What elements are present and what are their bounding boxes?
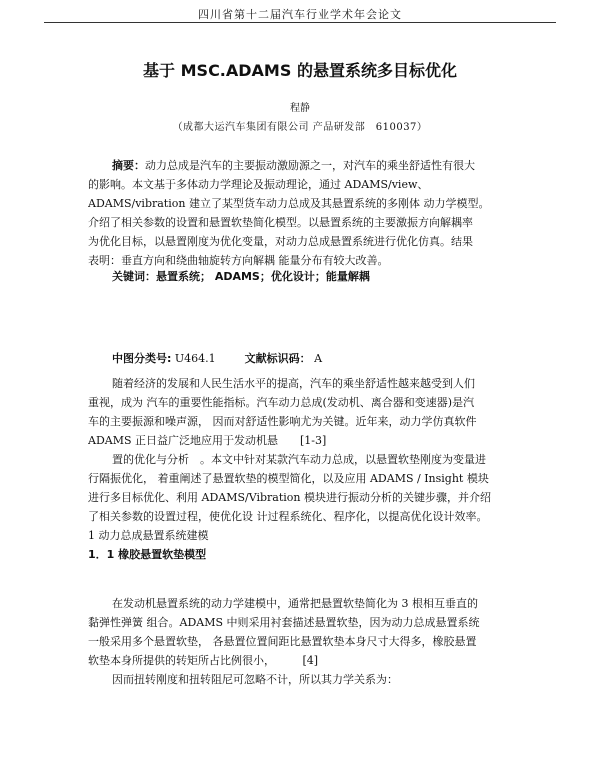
- body-line: ADAMS 正日益广泛地应用于发动机悬 [1-3]: [88, 434, 327, 447]
- body-line: 随着经济的发展和人民生活水平的提高，汽车的乘坐舒适性越来越受到人们: [112, 377, 475, 390]
- abstract-line: 为优化目标，以悬置刚度为优化变量，对动力总成悬置系统进行优化仿真。结果: [88, 235, 473, 248]
- header-rule: [44, 22, 556, 23]
- abstract-line: 介绍了相关参数的设置和悬置软垫简化模型。以悬置系统的主要激振方向解耦率: [88, 216, 473, 229]
- doc-code-label: 文献标识码：: [244, 352, 311, 365]
- running-header: 四川省第十二届汽车行业学术年会论文: [198, 8, 402, 21]
- keywords-line: [88, 267, 514, 286]
- abstract-text: 动力总成是汽车的主要振动激励源之一，对汽车的乘坐舒适性有很大: [145, 159, 475, 172]
- abstract-line: 表明：垂直方向和绕曲轴旋转方向解耦 能量分布有较大改善。: [88, 254, 389, 267]
- body-line: 进行多目标优化、利用 ADAMS/Vibration 模块进行振动分析的关键步骤，并介绍: [88, 491, 491, 504]
- abstract-line: ADAMS/vibration 建立了某型货车动力总成及其悬置系统的多刚体 动力学模型。: [88, 197, 490, 210]
- body-line: 软垫本身所提供的转矩所占比例很小， [4]: [88, 654, 319, 667]
- abstract-label: 摘要：: [112, 159, 145, 172]
- body-line: 黏弹性弹簧 组合。ADAMS 中则采用衬套描述悬置软垫，因为动力总成悬置系统: [88, 616, 480, 629]
- keywords-label: 关键词：: [112, 270, 156, 283]
- body-line: 一般采用多个悬置软垫， 各悬置位置间距比悬置软垫本身尺寸大得多，橡胶悬置: [88, 635, 477, 648]
- abstract-line: 的影响。本文基于多体动力学理论及振动理论，通过 ADAMS/view、: [88, 178, 429, 191]
- clc-label: 中图分类号:: [112, 352, 172, 365]
- abstract: [88, 156, 514, 270]
- body-line: 了相关参数的设置过程，使优化设 计过程系统化、程序化，以提高优化设计效率。: [88, 510, 488, 523]
- section-heading-1: 1 动力总成悬置系统建模: [88, 529, 209, 542]
- keywords: [88, 267, 514, 286]
- paper-title: 基于 MSC.ADAMS 的悬置系统多目标优化: [143, 61, 457, 80]
- body-line: 车的主要振源和噪声源， 因而对舒适性影响尤为关键。近年来，动力学仿真软件: [88, 415, 477, 428]
- body-line: 置的优化与分析 。本文中针对某款汽车动力总成，以悬置软垫刚度为变量进: [112, 453, 486, 466]
- intro-paragraph: [88, 374, 513, 564]
- section-heading-1-1: 1．1 橡胶悬置软垫模型: [88, 548, 207, 561]
- keywords-text: 悬置系统； ADAMS；优化设计；能量解耦: [156, 270, 370, 283]
- doc-code-value: A: [314, 352, 323, 365]
- classification-line: [88, 349, 514, 368]
- body-line: 重视，成为 汽车的重要性能指标。汽车动力总成(发动机、离合器和变速器)是汽: [88, 396, 475, 409]
- body-paragraph: [88, 594, 513, 689]
- affiliation: （成都大运汽车集团有限公司 产品研发部 610037）: [172, 122, 428, 133]
- body-line: 在发动机悬置系统的动力学建模中，通常把悬置软垫简化为 3 根相互垂直的: [112, 597, 478, 610]
- classification: [88, 349, 514, 368]
- abstract-line: [88, 156, 514, 175]
- clc-value: U464.1: [174, 352, 216, 365]
- body-line: 因而扭转刚度和扭转阻尼可忽略不计，所以其力学关系为：: [112, 673, 398, 686]
- body-line: 行隔振优化， 着重阐述了悬置软垫的模型简化，以及应用 ADAMS / Insight 模块: [88, 472, 489, 485]
- author: 程静: [290, 103, 310, 114]
